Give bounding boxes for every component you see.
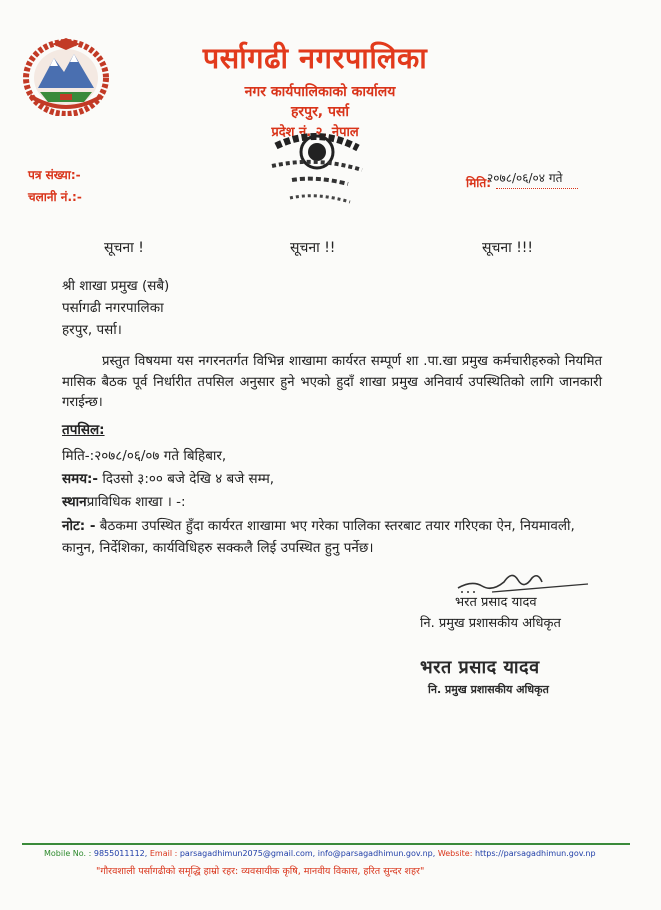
- official-seal-stamp: [262, 118, 372, 210]
- date-label: मिति:: [466, 176, 492, 190]
- footer-website-value: https://parsagadhimun.gov.np: [474, 849, 596, 858]
- schedule-venue-value: प्राविधिक शाखा । -:: [86, 494, 186, 510]
- office-location: हरपुर, पर्सा: [290, 104, 350, 120]
- footer-website-label: Website:: [437, 849, 473, 858]
- office-subtitle: नगर कार्यपालिकाको कार्यालय: [244, 84, 396, 100]
- notice-heading-1: सूचना !: [104, 240, 144, 256]
- schedule-date-label: मिति-:: [62, 448, 95, 464]
- body-paragraph: प्रस्तुत विषयमा यस नगरनतर्गत विभिन्न शाखामा कार्यरत सम्पूर्ण शा .पा.खा प्रमुख कर्मचारीहरुको नियमित मासिक बैठक पूर्व निर्धारीत तपसिल अनुसार हुने भएको हुदाँ शाखा प्रमुख अनिवार्य उपस्थितिको लागि जानकारी गराईन्छ।: [62, 354, 602, 410]
- notice-heading-3: सूचना !!!: [482, 240, 534, 256]
- schedule-time-label: समय:-: [62, 471, 99, 487]
- designation-stamp: नि. प्रमुख प्रशासकीय अधिकृत: [428, 683, 549, 696]
- schedule-venue-label: स्थान: [62, 494, 87, 510]
- footer-email-value: parsagadhimun2075@gmail.com, info@parsagadhimun.gov.np,: [179, 849, 436, 858]
- date-value: २०७८/०६/०४ गते: [487, 171, 563, 185]
- signatory-designation: नि. प्रमुख प्रशासकीय अधिकृत: [420, 616, 561, 631]
- municipality-title: पर्सागढी नगरपालिका: [202, 41, 428, 75]
- recipient-line-3: हरपुर, पर्सा।: [62, 322, 122, 338]
- province-label: प्रदेश नं. २, नेपाल: [271, 125, 359, 140]
- schedule-time-row: [62, 469, 274, 490]
- schedule-heading: तपसिल:: [62, 422, 105, 438]
- schedule-note: [62, 515, 602, 559]
- recipient-line-2: पर्सागढी नगरपालिका: [62, 300, 164, 316]
- nepal-emblem-logo: [22, 36, 110, 116]
- footer-divider: [22, 843, 630, 845]
- schedule-date-row: [62, 446, 226, 467]
- footer-email-label: Email :: [149, 849, 178, 858]
- footer-contact: [44, 849, 596, 858]
- footer-slogan: "गौरवशाली पर्सागढीको समृद्धि हाम्रो रहर: व्यवसायीक कृषि, मानवीय विकास, हरित सुन्दर शहर": [96, 866, 425, 877]
- footer-mobile-value: 9855011112,: [93, 849, 148, 858]
- schedule-date-value: २०७८/०६/०७ गते बिहिबार,: [94, 448, 227, 464]
- schedule-venue-row: [62, 492, 186, 513]
- schedule-note-value: बैठकमा उपस्थित हुँदा कार्यरत शाखामा भए गरेका पालिका स्तरबाट तयार गरिएका ऐन, नियमावली, कानुन, निर्देशिका, कार्यविधिहरु सक्कलै लिई उपस्थित हुनु पर्नेछ।: [62, 518, 575, 556]
- name-stamp: भरत प्रसाद यादव: [420, 657, 540, 678]
- signatory-name: भरत प्रसाद यादव: [455, 595, 537, 610]
- notice-heading-2: सूचना !!: [290, 240, 336, 256]
- footer-mobile-label: Mobile No. :: [44, 849, 92, 858]
- schedule-time-value: दिउसो ३:०० बजे देखि ४ बजे सम्म,: [102, 471, 275, 487]
- schedule-note-label: नोट: -: [62, 518, 96, 534]
- dispatch-number-label: चलानी नं.:-: [28, 190, 82, 204]
- recipient-line-1: श्री शाखा प्रमुख (सबै): [62, 278, 170, 294]
- letter-number-label: पत्र संख्या:-: [28, 168, 81, 182]
